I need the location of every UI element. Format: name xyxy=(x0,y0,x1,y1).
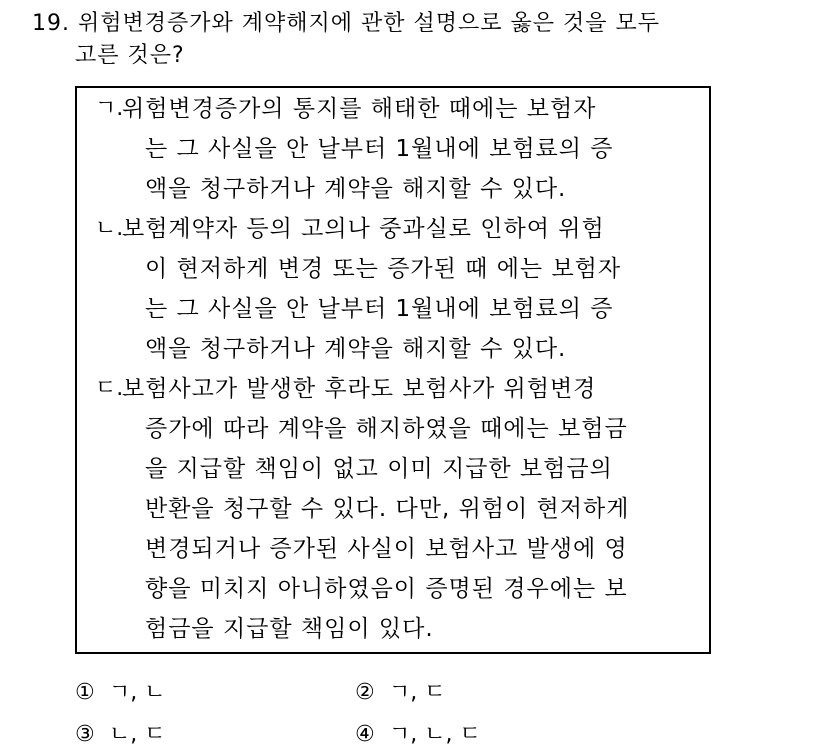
statement-line: 반환을 청구할 수 있다. 다만, 위험이 현저하게 xyxy=(145,496,630,522)
answer-option-4[interactable] xyxy=(355,717,481,748)
option-number: ① xyxy=(75,680,95,705)
statement-line: 는 그 사실을 안 날부터 1월내에 보험료의 증 xyxy=(145,136,614,162)
statement-line: 보험계약자 등의 고의나 중과실로 인하여 위험 xyxy=(122,216,605,242)
statement-line: 을 지급할 책임이 없고 이미 지급한 보험금의 xyxy=(145,456,613,482)
option-text: ㄱ, ㄴ, ㄷ xyxy=(389,722,481,747)
statement-line: 이 현저하게 변경 또는 증가된 때 에는 보험자 xyxy=(145,256,622,282)
option-text: ㄱ, ㄷ xyxy=(389,680,446,705)
option-text: ㄱ, ㄴ xyxy=(109,680,166,705)
statement-box xyxy=(75,86,711,654)
question-line-2: 고른 것은? xyxy=(75,43,185,68)
statement-marker: ㄴ. xyxy=(95,216,124,241)
statement-line: 액을 청구하거나 계약을 해지할 수 있다. xyxy=(145,176,567,202)
statement-line: 증가에 따라 계약을 해지하였을 때에는 보험금 xyxy=(145,416,628,442)
answer-option-2[interactable] xyxy=(355,675,446,706)
statement-line: 변경되거나 증가된 사실이 보험사고 발생에 영 xyxy=(145,536,628,562)
option-number: ② xyxy=(355,680,375,705)
statement-marker: ㄷ. xyxy=(95,376,124,401)
question-text: 위험변경증가와 계약해지에 관한 설명으로 옳은 것을 모두 xyxy=(78,11,661,36)
answer-option-1[interactable] xyxy=(75,675,166,706)
option-number: ④ xyxy=(355,722,375,747)
option-text: ㄴ, ㄷ xyxy=(109,722,166,747)
statement-line: 향을 미치지 아니하였음이 증명된 경우에는 보 xyxy=(145,576,628,602)
statement-line: 위험변경증가의 통지를 해태한 때에는 보험자 xyxy=(122,96,597,122)
question-number: 19. xyxy=(32,11,70,36)
statement-line: 액을 청구하거나 계약을 해지할 수 있다. xyxy=(145,336,567,362)
statement-line: 보험사고가 발생한 후라도 보험사가 위험변경 xyxy=(122,376,597,402)
statement-line: 험금을 지급할 책임이 있다. xyxy=(145,616,434,642)
statement-line: 는 그 사실을 안 날부터 1월내에 보험료의 증 xyxy=(145,296,614,322)
answer-option-3[interactable] xyxy=(75,717,166,748)
statement-marker: ㄱ. xyxy=(95,96,124,121)
option-number: ③ xyxy=(75,722,95,747)
question-line-1 xyxy=(32,6,660,37)
